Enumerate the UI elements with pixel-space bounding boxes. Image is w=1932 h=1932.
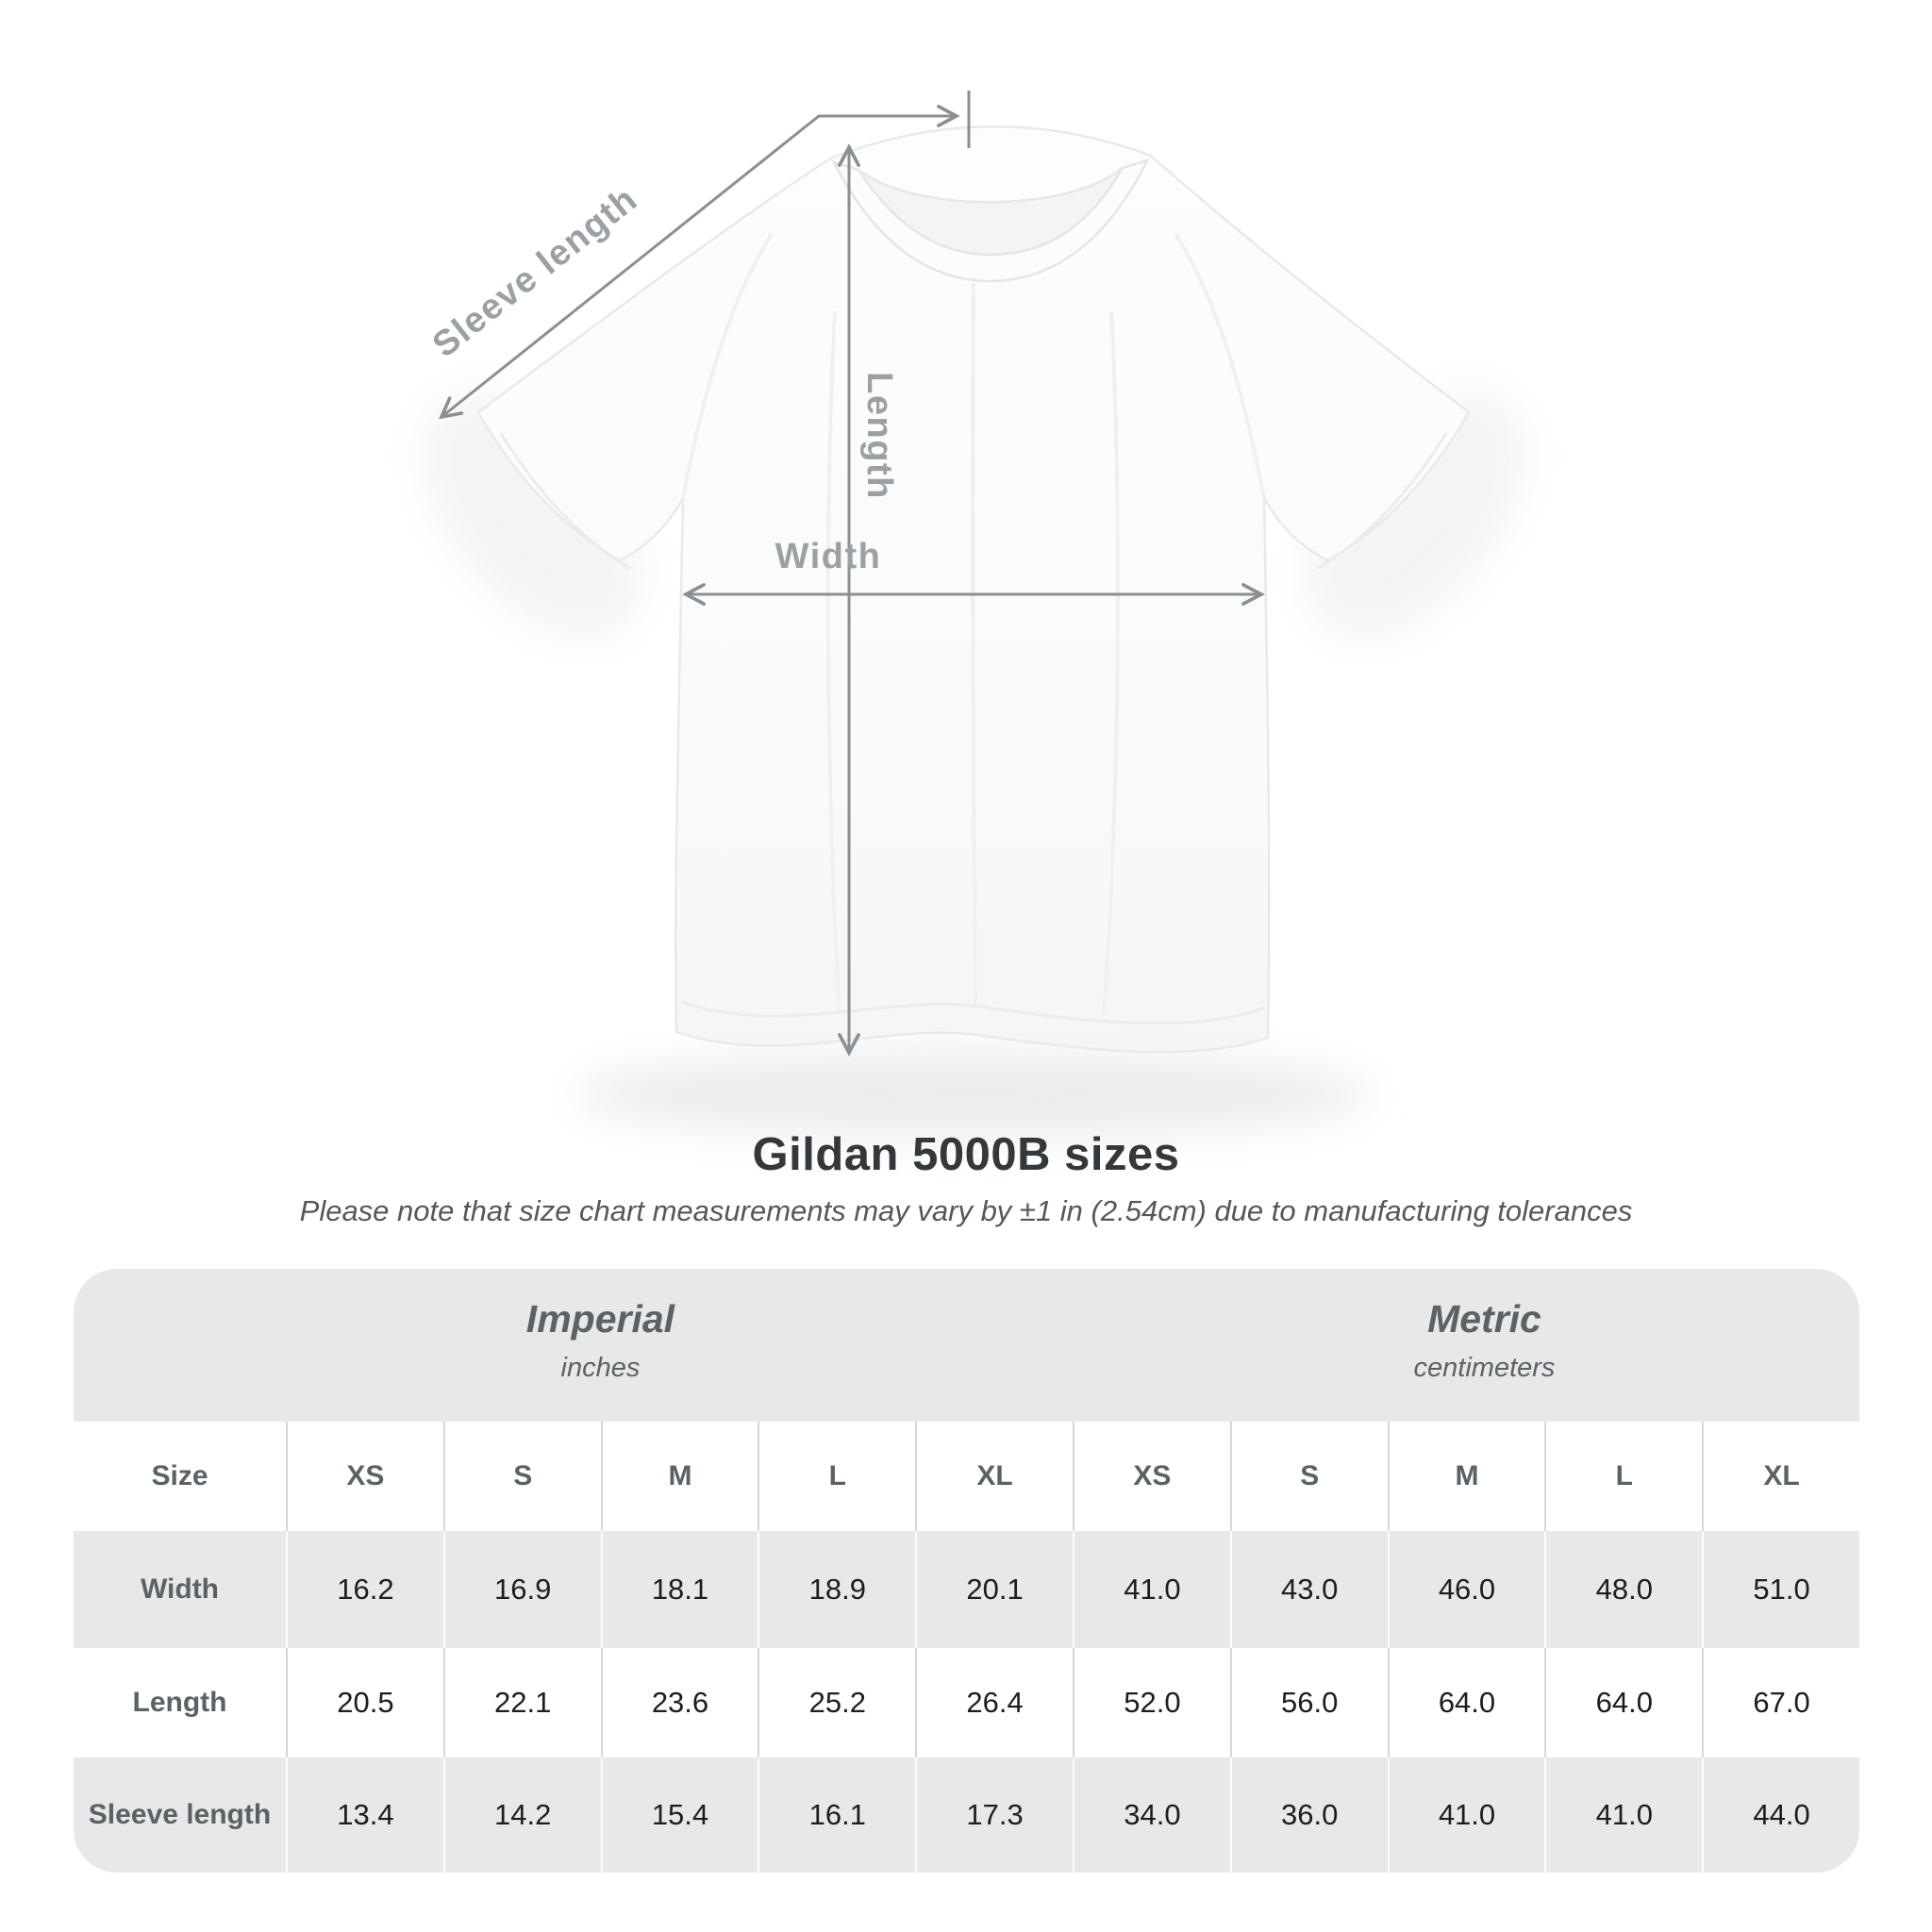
column-header: L [758, 1422, 915, 1531]
table-cell: 18.1 [601, 1531, 758, 1648]
table-cell: 16.9 [443, 1531, 601, 1648]
table-cell: 67.0 [1702, 1648, 1859, 1757]
imperial-title: Imperial [525, 1297, 675, 1341]
table-cell: 51.0 [1702, 1531, 1859, 1648]
table-cell: 20.1 [915, 1531, 1073, 1648]
metric-title: Metric [1427, 1297, 1541, 1341]
table-cell: 41.0 [1388, 1757, 1545, 1873]
imperial-group-header [526, 1297, 675, 1384]
column-header: XS [286, 1422, 443, 1531]
table-cell: 56.0 [1230, 1648, 1388, 1757]
table-cell: 64.0 [1388, 1648, 1545, 1757]
column-header: L [1544, 1422, 1702, 1531]
table-cell: 17.3 [915, 1757, 1073, 1873]
table-cell: 41.0 [1544, 1757, 1702, 1873]
table-cell: 16.1 [758, 1757, 915, 1873]
column-header: XS [1073, 1422, 1230, 1531]
table-cell: 26.4 [915, 1648, 1073, 1757]
table-cell: 25.2 [758, 1648, 915, 1757]
table-cell: 44.0 [1702, 1757, 1859, 1873]
column-header: XL [915, 1422, 1073, 1531]
unit-group-header-band [74, 1269, 1859, 1422]
row-label: Length [132, 1687, 227, 1718]
column-header: XL [1702, 1422, 1859, 1531]
table-cell: 43.0 [1230, 1531, 1388, 1648]
table-cell: 22.1 [443, 1648, 601, 1757]
table-cell: 41.0 [1073, 1531, 1230, 1648]
size-chart-table [74, 1269, 1859, 1873]
row-label: Width [140, 1574, 220, 1605]
tolerance-note: Please note that size chart measurements may vary by ±1 in (2.54cm) due to manufacturing tolerances [299, 1194, 1633, 1227]
column-header: S [1230, 1422, 1388, 1531]
column-header: M [1388, 1422, 1545, 1531]
table-cell: 52.0 [1073, 1648, 1230, 1757]
table-cell: 23.6 [601, 1648, 758, 1757]
metric-unit: centimeters [1413, 1353, 1556, 1383]
table-cell: 34.0 [1073, 1757, 1230, 1873]
table-cell: 36.0 [1230, 1757, 1388, 1873]
table-cell: 46.0 [1388, 1531, 1545, 1648]
metric-group-header [1414, 1297, 1556, 1384]
table-cell: 16.2 [286, 1531, 443, 1648]
column-header: S [443, 1422, 601, 1531]
sleeve-length-label: Sleeve length [425, 178, 646, 366]
page-title: Gildan 5000B sizes [752, 1129, 1180, 1180]
table-cell: 48.0 [1544, 1531, 1702, 1648]
length-label: Length [859, 372, 899, 500]
table-row-sleeve-length [74, 1757, 1859, 1873]
table-row-length [74, 1648, 1859, 1757]
table-cell: 13.4 [286, 1757, 443, 1873]
column-header: M [601, 1422, 758, 1531]
table-cell: 20.5 [286, 1648, 443, 1757]
table-cell: 64.0 [1544, 1648, 1702, 1757]
imperial-unit: inches [560, 1353, 641, 1383]
table-cell: 18.9 [758, 1531, 915, 1648]
table-row-width [74, 1531, 1859, 1648]
column-header-size: Size [151, 1460, 208, 1491]
width-label: Width [774, 537, 882, 576]
row-label: Sleeve length [88, 1799, 272, 1830]
table-cell: 14.2 [443, 1757, 601, 1873]
table-cell: 15.4 [601, 1757, 758, 1873]
column-header-row [74, 1422, 1859, 1531]
